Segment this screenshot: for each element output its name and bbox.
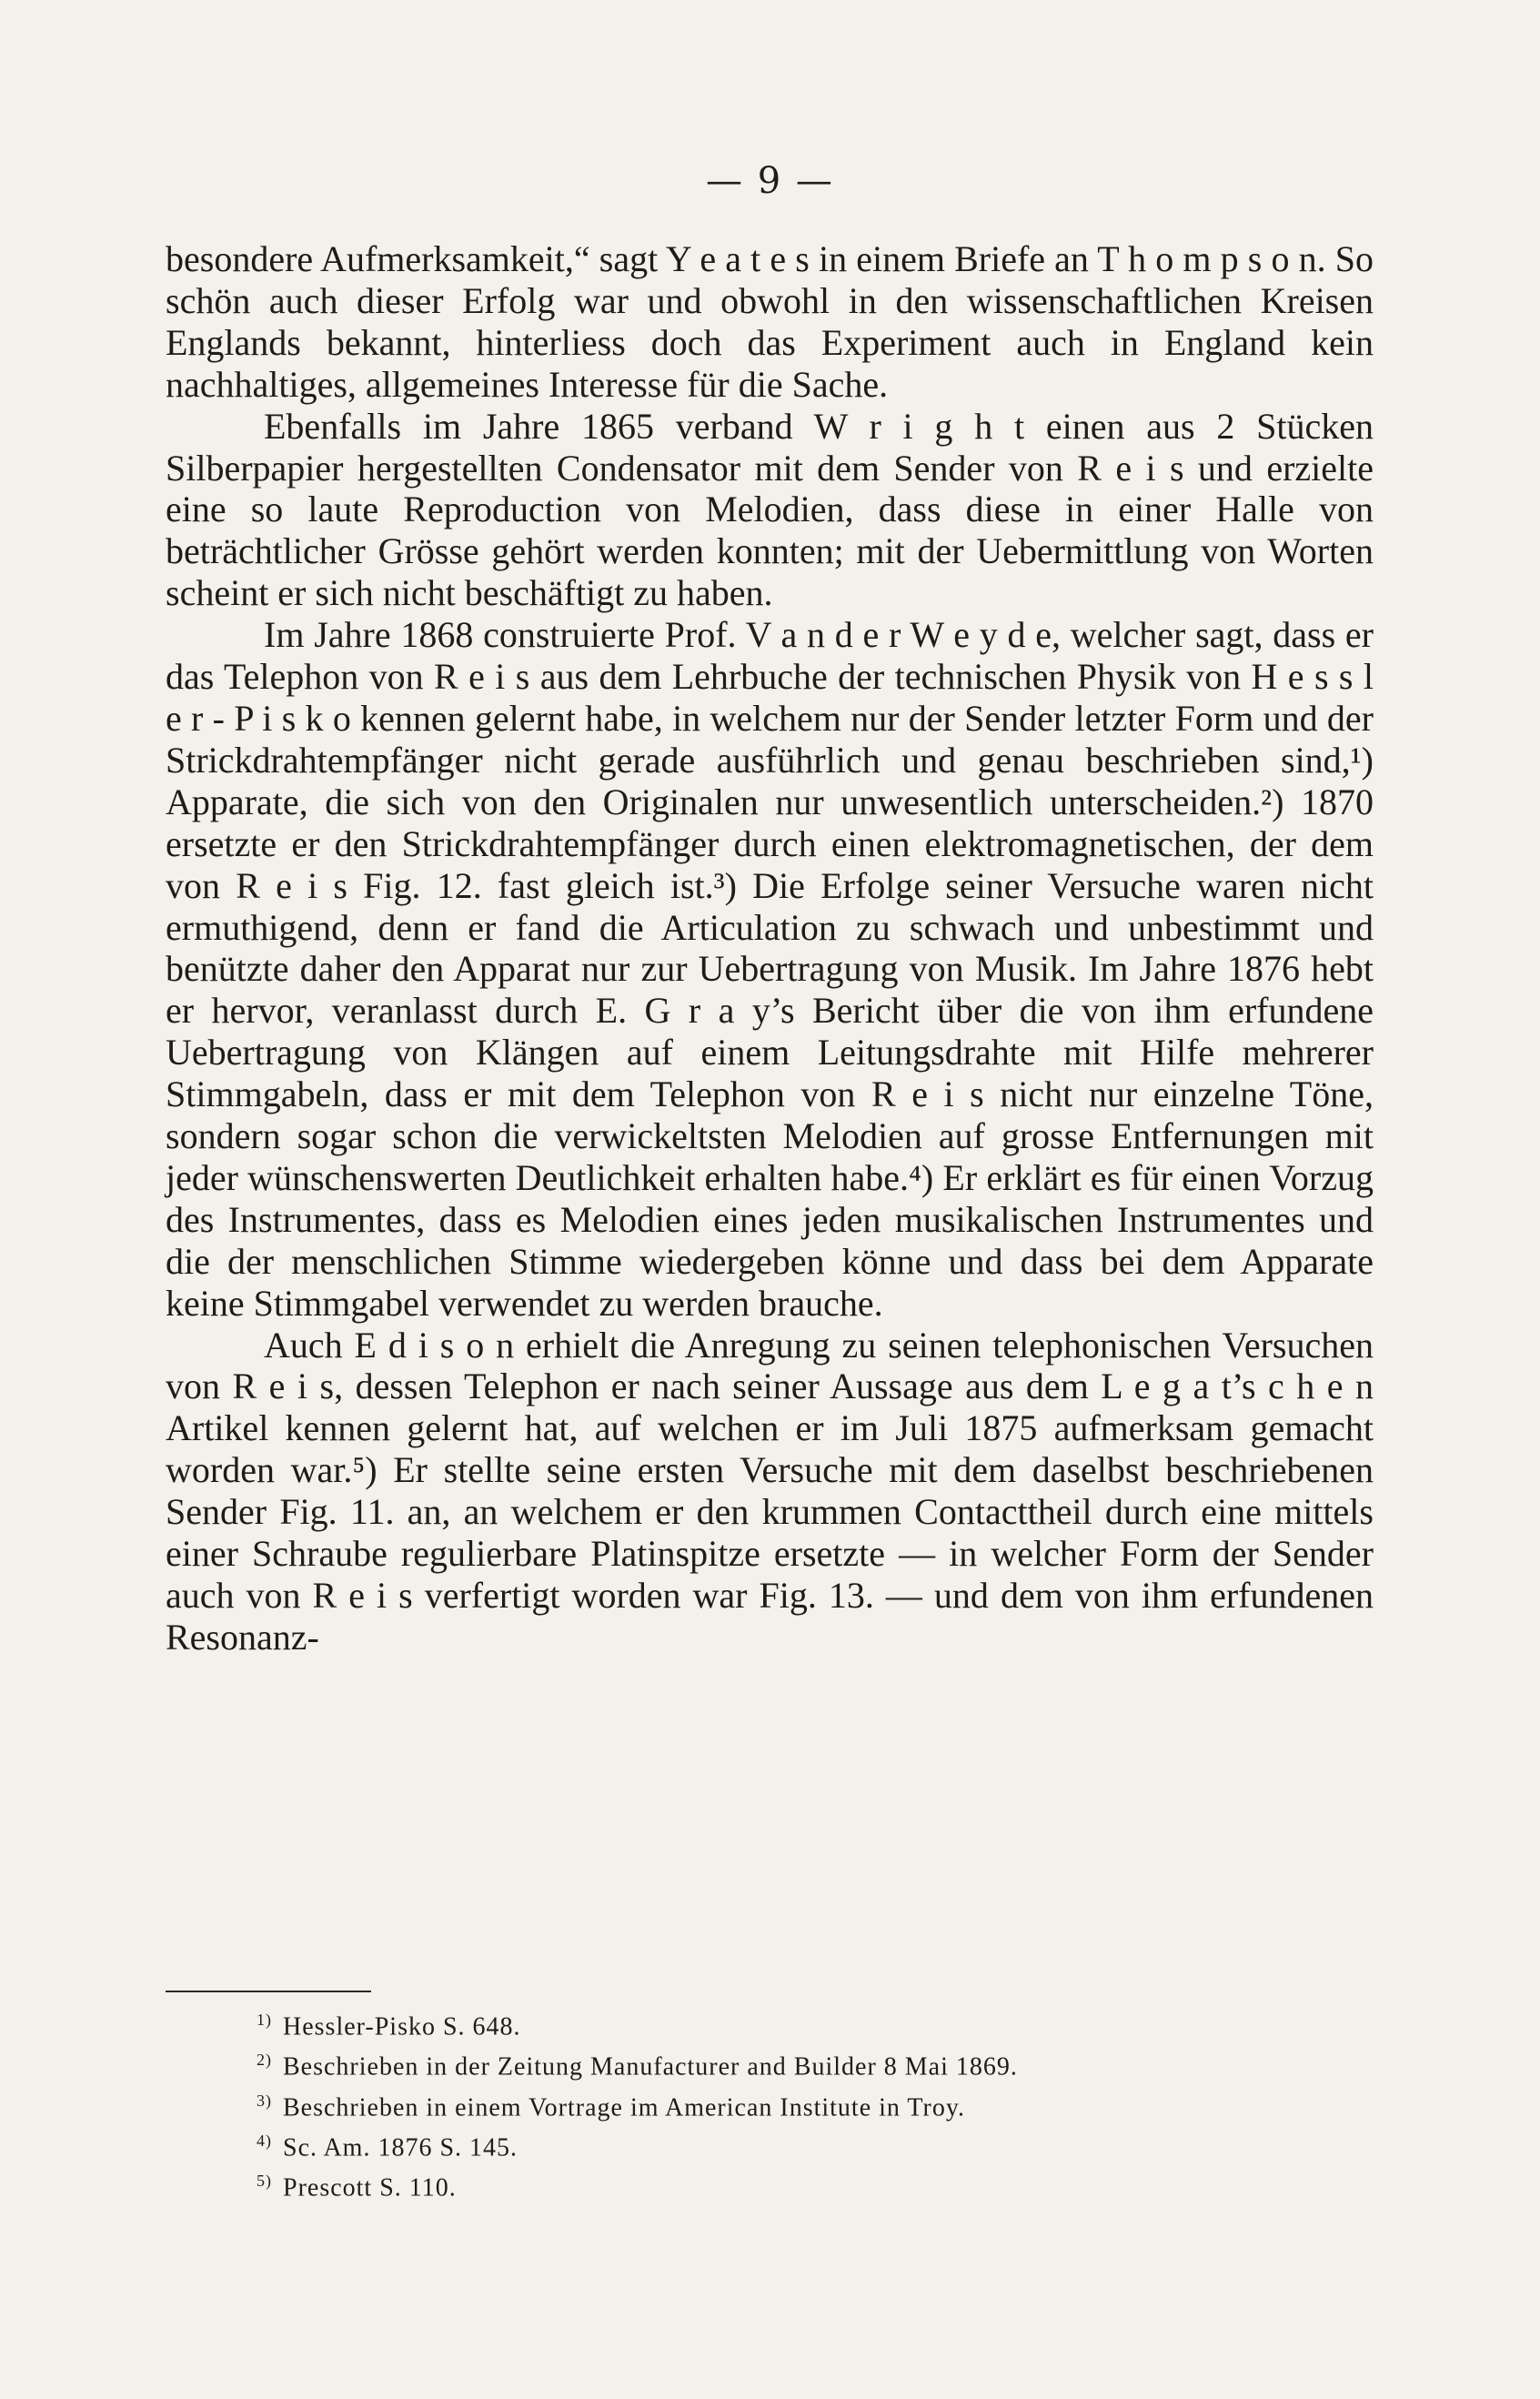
- paragraph: Auch E d i s o n erhielt die Anregung zu seinen telephonischen Versuchen von R e i s, dessen Telephon er nach seiner Aussage aus dem L e g a t’s c h e n Artikel kennen gelernt hat, auf welchen er im Juli 1875 aufmerksam gemacht worden war.⁵) Er stellte seine ersten Versuche mit dem daselbst beschriebenen Sender Fig. 11. an, an welchem er den krummen Contacttheil durch eine mittels einer Schraube regulierbare Platinspitze ersetzte — in welcher Form der Sender auch von R e i s verfertigt worden war Fig. 13. — und dem von ihm erfundenen Resonanz-: [166, 1324, 1374, 1658]
- page-number: — 9 —: [706, 160, 834, 202]
- footnote-text: Beschrieben in der Zeitung Manufacturer and Builder 8 Mai 1869.: [283, 2052, 1018, 2081]
- footnote-text: Beschrieben in einem Vortrage im American Institute in Troy.: [283, 2092, 966, 2122]
- footnote-mark: 2): [257, 2051, 272, 2070]
- footnote-text: Prescott S. 110.: [283, 2173, 457, 2202]
- footnote: [257, 2043, 1374, 2083]
- footnote-mark: 5): [257, 2172, 272, 2191]
- footnote: [257, 2003, 1374, 2043]
- footnote: [257, 2124, 1374, 2164]
- footnotes: [257, 2003, 1374, 2205]
- footnote-mark: 3): [257, 2091, 272, 2110]
- footnote-divider: [166, 1991, 371, 1992]
- footnote-text: Hessler-Pisko S. 648.: [283, 2012, 521, 2041]
- paragraph: Im Jahre 1868 construierte Prof. V a n d e r W e y d e, welcher sagt, dass er das Telephon von R e i s aus dem Lehrbuche der technischen Physik von H e s s l e r - P i s k o kennen gelernt habe, in welchem nur der Sender letzter Form und der Strickdrahtempfänger nicht gerade ausführlich und genau beschrieben sind,¹) Apparate, die sich von den Originalen nur unwesentlich unterscheiden.²) 1870 ersetzte er den Strickdrahtempfänger durch einen elektromagnetischen, der dem von R e i s Fig. 12. fast gleich ist.³) Die Erfolge seiner Versuche waren nicht ermuthigend, denn er fand die Articulation zu schwach und unbestimmt und benützte daher den Apparat nur zur Uebertragung von Musik. Im Jahre 1876 hebt er hervor, veranlasst durch E. G r a y’s Bericht über die von ihm erfundene Uebertragung von Klängen auf einem Leitungsdrahte mit Hilfe mehrerer Stimmgabeln, dass er mit dem Telephon von R e i s nicht nur einzelne Töne, sondern sogar schon die verwickeltsten Melodien auf grosse Entfernungen mit jeder wünschenswerten Deutlichkeit erhalten habe.⁴) Er erklärt es für einen Vorzug des Instrumentes, dass es Melodien eines jeden musikalischen Instrumentes und die der menschlichen Stimme wiedergeben könne und dass bei dem Apparate keine Stimmgabel verwendet zu werden brauche.: [166, 614, 1374, 1324]
- paragraph: Ebenfalls im Jahre 1865 verband W r i g h t einen aus 2 Stücken Silberpapier hergestellten Condensator mit dem Sender von R e i s und erzielte eine so laute Reproduction von Melodien, dass diese in einer Halle von beträchtlicher Grösse gehört werden konnten; mit der Uebermittlung von Worten scheint er sich nicht beschäftigt zu haben.: [166, 405, 1374, 614]
- paragraph: besondere Aufmerksamkeit,“ sagt Y e a t e s in einem Briefe an T h o m p s o n. So schön auch dieser Erfolg war und obwohl in den wissenschaftlichen Kreisen Englands bekannt, hinterliess doch das Experiment auch in England kein nachhaltiges, allgemeines Interesse für die Sache.: [166, 238, 1374, 405]
- footnote-mark: 1): [257, 2011, 272, 2029]
- footnote: [257, 2164, 1374, 2204]
- body-text: [166, 238, 1374, 1658]
- footnote-mark: 4): [257, 2131, 272, 2150]
- footnote: [257, 2084, 1374, 2124]
- footnote-text: Sc. Am. 1876 S. 145.: [283, 2133, 518, 2162]
